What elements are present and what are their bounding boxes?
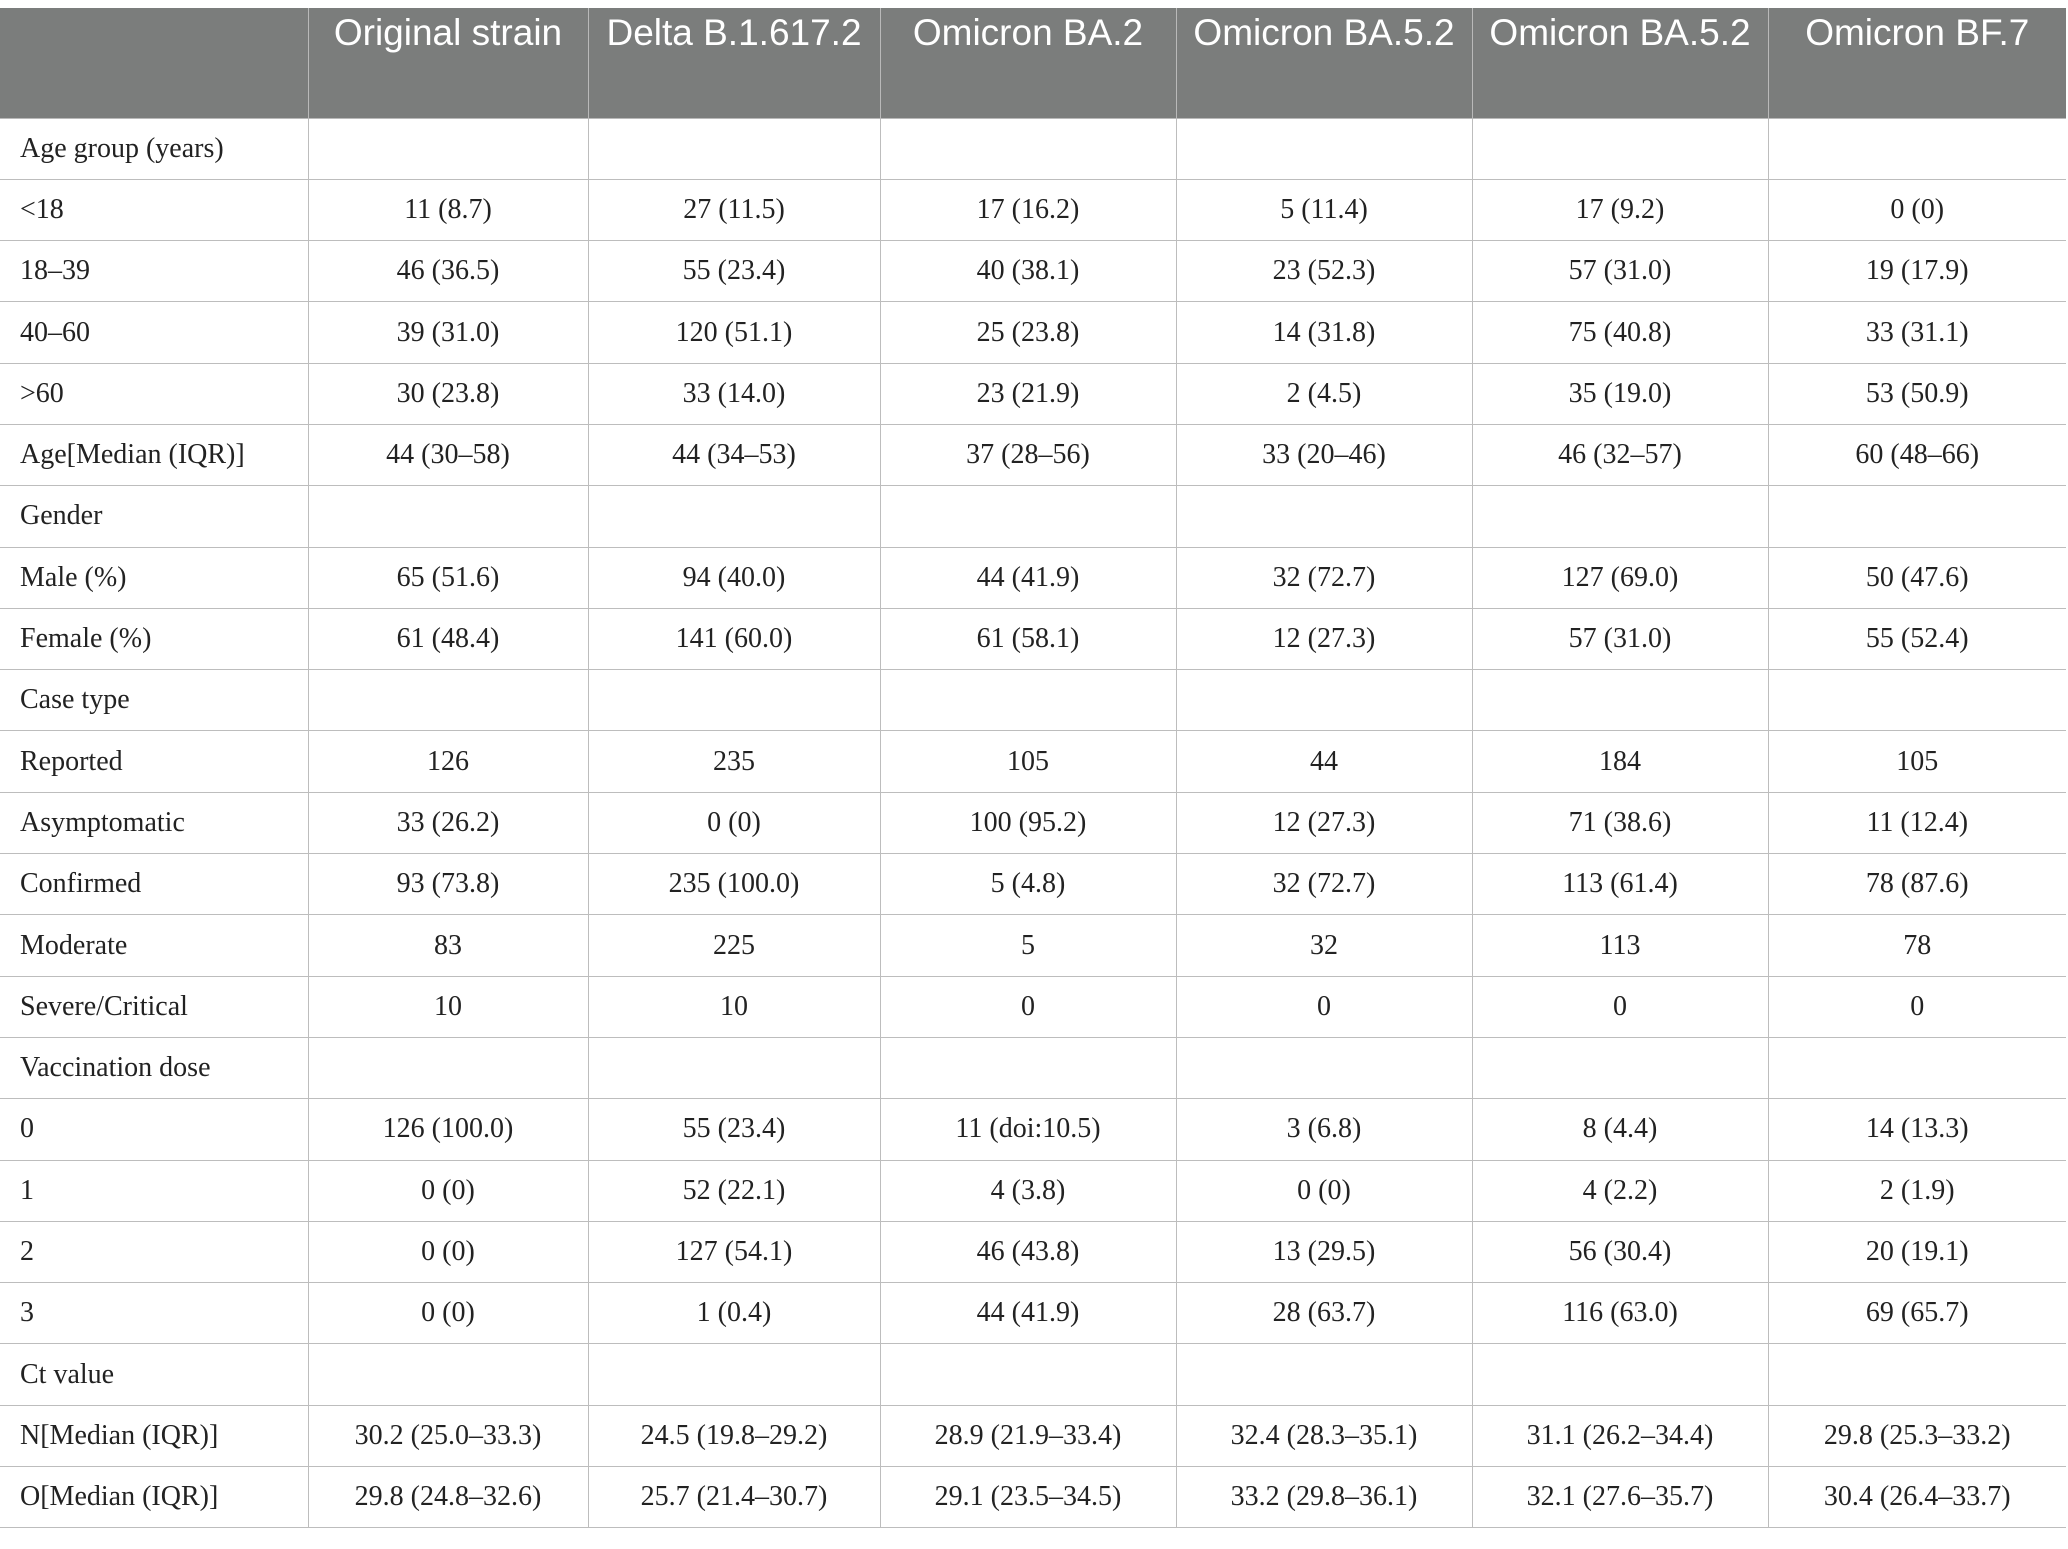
table-cell: 4 (3.8) xyxy=(880,1160,1176,1221)
table-cell xyxy=(1768,1344,2066,1405)
table-cell: 78 xyxy=(1768,915,2066,976)
table-cell xyxy=(308,670,588,731)
table-cell: 10 xyxy=(588,976,880,1037)
row-label: Case type xyxy=(0,670,308,731)
table-cell: 10 xyxy=(308,976,588,1037)
table-cell: 32 xyxy=(1176,915,1472,976)
table-cell: 31.1 (26.2–34.4) xyxy=(1472,1405,1768,1466)
table-cell xyxy=(1472,1344,1768,1405)
table-cell: 44 (41.9) xyxy=(880,547,1176,608)
table-cell: 29.8 (25.3–33.2) xyxy=(1768,1405,2066,1466)
table-row xyxy=(0,1283,2066,1344)
table-cell: 0 (0) xyxy=(308,1160,588,1221)
row-label: Gender xyxy=(0,486,308,547)
table-cell: 5 xyxy=(880,915,1176,976)
table-cell: 30.2 (25.0–33.3) xyxy=(308,1405,588,1466)
table-cell: 75 (40.8) xyxy=(1472,302,1768,363)
table-cell: 56 (30.4) xyxy=(1472,1221,1768,1282)
table-cell xyxy=(1176,670,1472,731)
header-cell-omicron-ba2: Omicron BA.2 xyxy=(880,8,1176,118)
table-cell: 40 (38.1) xyxy=(880,241,1176,302)
table-cell: 32 (72.7) xyxy=(1176,854,1472,915)
table-cell: 12 (27.3) xyxy=(1176,608,1472,669)
table-cell: 33 (26.2) xyxy=(308,792,588,853)
table-row xyxy=(0,670,2066,731)
table-container xyxy=(0,8,2066,1528)
table-cell xyxy=(880,486,1176,547)
table-cell xyxy=(1472,486,1768,547)
table-cell: 17 (16.2) xyxy=(880,179,1176,240)
table-cell xyxy=(1768,670,2066,731)
table-cell: 0 xyxy=(1472,976,1768,1037)
table-cell xyxy=(308,486,588,547)
table-cell: 8 (4.4) xyxy=(1472,1099,1768,1160)
table-cell: 44 (41.9) xyxy=(880,1283,1176,1344)
table-cell xyxy=(1768,1037,2066,1098)
data-table xyxy=(0,8,2066,1528)
table-cell: 28.9 (21.9–33.4) xyxy=(880,1405,1176,1466)
row-label: Age group (years) xyxy=(0,118,308,179)
table-cell: 126 xyxy=(308,731,588,792)
table-cell: 33 (20–46) xyxy=(1176,424,1472,485)
table-cell: 33 (14.0) xyxy=(588,363,880,424)
row-label: <18 xyxy=(0,179,308,240)
table-cell: 14 (31.8) xyxy=(1176,302,1472,363)
table-cell: 0 xyxy=(1176,976,1472,1037)
header-cell-omicron-ba52-b: Omicron BA.5.2 xyxy=(1472,8,1768,118)
table-cell xyxy=(1176,1344,1472,1405)
table-row xyxy=(0,1405,2066,1466)
table-row xyxy=(0,424,2066,485)
table-row xyxy=(0,302,2066,363)
table-cell: 4 (2.2) xyxy=(1472,1160,1768,1221)
header-row xyxy=(0,8,2066,118)
table-cell: 100 (95.2) xyxy=(880,792,1176,853)
row-label: N[Median (IQR)] xyxy=(0,1405,308,1466)
table-cell: 55 (23.4) xyxy=(588,241,880,302)
table-cell: 105 xyxy=(1768,731,2066,792)
row-label: 1 xyxy=(0,1160,308,1221)
row-label: Confirmed xyxy=(0,854,308,915)
table-cell xyxy=(1768,486,2066,547)
table-row xyxy=(0,792,2066,853)
table-row xyxy=(0,241,2066,302)
table-cell: 11 (8.7) xyxy=(308,179,588,240)
table-cell: 35 (19.0) xyxy=(1472,363,1768,424)
table-cell: 55 (23.4) xyxy=(588,1099,880,1160)
table-row xyxy=(0,1160,2066,1221)
table-cell: 44 (34–53) xyxy=(588,424,880,485)
table-cell: 25.7 (21.4–30.7) xyxy=(588,1467,880,1528)
table-cell xyxy=(1472,1037,1768,1098)
table-cell: 126 (100.0) xyxy=(308,1099,588,1160)
table-cell: 52 (22.1) xyxy=(588,1160,880,1221)
table-cell: 33.2 (29.8–36.1) xyxy=(1176,1467,1472,1528)
table-cell: 113 (61.4) xyxy=(1472,854,1768,915)
row-label: 40–60 xyxy=(0,302,308,363)
table-body xyxy=(0,118,2066,1528)
table-cell: 30 (23.8) xyxy=(308,363,588,424)
row-label: Moderate xyxy=(0,915,308,976)
table-cell: 32.1 (27.6–35.7) xyxy=(1472,1467,1768,1528)
table-cell: 127 (54.1) xyxy=(588,1221,880,1282)
table-cell: 11 (doi:10.5) xyxy=(880,1099,1176,1160)
row-label: Ct value xyxy=(0,1344,308,1405)
table-cell: 2 (1.9) xyxy=(1768,1160,2066,1221)
table-cell xyxy=(1176,118,1472,179)
table-cell: 37 (28–56) xyxy=(880,424,1176,485)
table-cell: 0 (0) xyxy=(1768,179,2066,240)
table-cell: 46 (36.5) xyxy=(308,241,588,302)
table-cell: 23 (21.9) xyxy=(880,363,1176,424)
table-cell: 113 xyxy=(1472,915,1768,976)
table-cell: 61 (48.4) xyxy=(308,608,588,669)
row-label: Male (%) xyxy=(0,547,308,608)
table-cell xyxy=(1472,118,1768,179)
table-cell: 13 (29.5) xyxy=(1176,1221,1472,1282)
table-cell: 0 (0) xyxy=(308,1283,588,1344)
table-cell: 225 xyxy=(588,915,880,976)
table-cell: 141 (60.0) xyxy=(588,608,880,669)
table-cell: 65 (51.6) xyxy=(308,547,588,608)
table-cell xyxy=(588,670,880,731)
table-cell: 0 (0) xyxy=(308,1221,588,1282)
table-cell: 184 xyxy=(1472,731,1768,792)
row-label: 18–39 xyxy=(0,241,308,302)
table-cell: 53 (50.9) xyxy=(1768,363,2066,424)
table-cell xyxy=(880,118,1176,179)
table-row xyxy=(0,1467,2066,1528)
table-cell: 57 (31.0) xyxy=(1472,241,1768,302)
table-cell xyxy=(880,670,1176,731)
table-row xyxy=(0,1037,2066,1098)
row-label: 3 xyxy=(0,1283,308,1344)
table-cell: 46 (32–57) xyxy=(1472,424,1768,485)
table-cell: 24.5 (19.8–29.2) xyxy=(588,1405,880,1466)
table-cell: 27 (11.5) xyxy=(588,179,880,240)
table-cell: 0 xyxy=(1768,976,2066,1037)
table-cell: 116 (63.0) xyxy=(1472,1283,1768,1344)
table-cell: 69 (65.7) xyxy=(1768,1283,2066,1344)
table-cell: 105 xyxy=(880,731,1176,792)
table-cell: 5 (4.8) xyxy=(880,854,1176,915)
table-row xyxy=(0,608,2066,669)
table-cell: 25 (23.8) xyxy=(880,302,1176,363)
table-row xyxy=(0,854,2066,915)
table-cell: 57 (31.0) xyxy=(1472,608,1768,669)
table-cell: 29.8 (24.8–32.6) xyxy=(308,1467,588,1528)
table-cell: 46 (43.8) xyxy=(880,1221,1176,1282)
table-cell xyxy=(880,1037,1176,1098)
row-label: Reported xyxy=(0,731,308,792)
row-label: Asymptomatic xyxy=(0,792,308,853)
table-cell: 17 (9.2) xyxy=(1472,179,1768,240)
table-cell xyxy=(1768,118,2066,179)
row-label: Female (%) xyxy=(0,608,308,669)
table-cell xyxy=(588,1037,880,1098)
table-row xyxy=(0,915,2066,976)
row-label: 2 xyxy=(0,1221,308,1282)
table-cell: 1 (0.4) xyxy=(588,1283,880,1344)
table-row xyxy=(0,179,2066,240)
row-label: Vaccination dose xyxy=(0,1037,308,1098)
table-cell: 32 (72.7) xyxy=(1176,547,1472,608)
table-row xyxy=(0,976,2066,1037)
table-cell: 78 (87.6) xyxy=(1768,854,2066,915)
table-cell: 120 (51.1) xyxy=(588,302,880,363)
table-cell: 55 (52.4) xyxy=(1768,608,2066,669)
table-cell: 0 (0) xyxy=(588,792,880,853)
table-cell: 20 (19.1) xyxy=(1768,1221,2066,1282)
table-cell: 94 (40.0) xyxy=(588,547,880,608)
table-row xyxy=(0,363,2066,424)
table-cell: 93 (73.8) xyxy=(308,854,588,915)
table-cell: 23 (52.3) xyxy=(1176,241,1472,302)
table-cell xyxy=(1176,1037,1472,1098)
table-cell: 127 (69.0) xyxy=(1472,547,1768,608)
header-cell-original-strain: Original strain xyxy=(308,8,588,118)
table-cell: 83 xyxy=(308,915,588,976)
header-cell-omicron-bf7: Omicron BF.7 xyxy=(1768,8,2066,118)
table-cell: 14 (13.3) xyxy=(1768,1099,2066,1160)
table-cell: 29.1 (23.5–34.5) xyxy=(880,1467,1176,1528)
header-cell-delta: Delta B.1.617.2 xyxy=(588,8,880,118)
table-cell xyxy=(1176,486,1472,547)
table-cell xyxy=(1472,670,1768,731)
table-cell xyxy=(308,1037,588,1098)
table-cell: 12 (27.3) xyxy=(1176,792,1472,853)
table-cell: 44 (30–58) xyxy=(308,424,588,485)
header-cell-variable xyxy=(0,8,308,118)
table-cell: 30.4 (26.4–33.7) xyxy=(1768,1467,2066,1528)
table-cell: 2 (4.5) xyxy=(1176,363,1472,424)
header-cell-omicron-ba52-a: Omicron BA.5.2 xyxy=(1176,8,1472,118)
row-label: Severe/Critical xyxy=(0,976,308,1037)
table-cell: 235 (100.0) xyxy=(588,854,880,915)
table-cell xyxy=(588,486,880,547)
row-label: 0 xyxy=(0,1099,308,1160)
table-cell xyxy=(588,1344,880,1405)
table-row xyxy=(0,118,2066,179)
table-cell: 11 (12.4) xyxy=(1768,792,2066,853)
table-row xyxy=(0,1344,2066,1405)
table-cell: 44 xyxy=(1176,731,1472,792)
table-cell: 5 (11.4) xyxy=(1176,179,1472,240)
table-row xyxy=(0,547,2066,608)
row-label: Age[Median (IQR)] xyxy=(0,424,308,485)
table-cell: 33 (31.1) xyxy=(1768,302,2066,363)
table-cell: 50 (47.6) xyxy=(1768,547,2066,608)
table-cell: 3 (6.8) xyxy=(1176,1099,1472,1160)
row-label: >60 xyxy=(0,363,308,424)
table-cell: 60 (48–66) xyxy=(1768,424,2066,485)
table-row xyxy=(0,486,2066,547)
table-row xyxy=(0,1099,2066,1160)
table-cell: 28 (63.7) xyxy=(1176,1283,1472,1344)
table-header xyxy=(0,8,2066,118)
table-cell: 32.4 (28.3–35.1) xyxy=(1176,1405,1472,1466)
row-label: O[Median (IQR)] xyxy=(0,1467,308,1528)
table-cell: 71 (38.6) xyxy=(1472,792,1768,853)
table-cell: 0 xyxy=(880,976,1176,1037)
table-cell: 235 xyxy=(588,731,880,792)
table-cell: 0 (0) xyxy=(1176,1160,1472,1221)
table-cell xyxy=(588,118,880,179)
table-cell xyxy=(308,118,588,179)
table-cell: 19 (17.9) xyxy=(1768,241,2066,302)
table-row xyxy=(0,1221,2066,1282)
table-cell xyxy=(308,1344,588,1405)
table-cell xyxy=(880,1344,1176,1405)
table-cell: 61 (58.1) xyxy=(880,608,1176,669)
table-cell: 39 (31.0) xyxy=(308,302,588,363)
table-row xyxy=(0,731,2066,792)
